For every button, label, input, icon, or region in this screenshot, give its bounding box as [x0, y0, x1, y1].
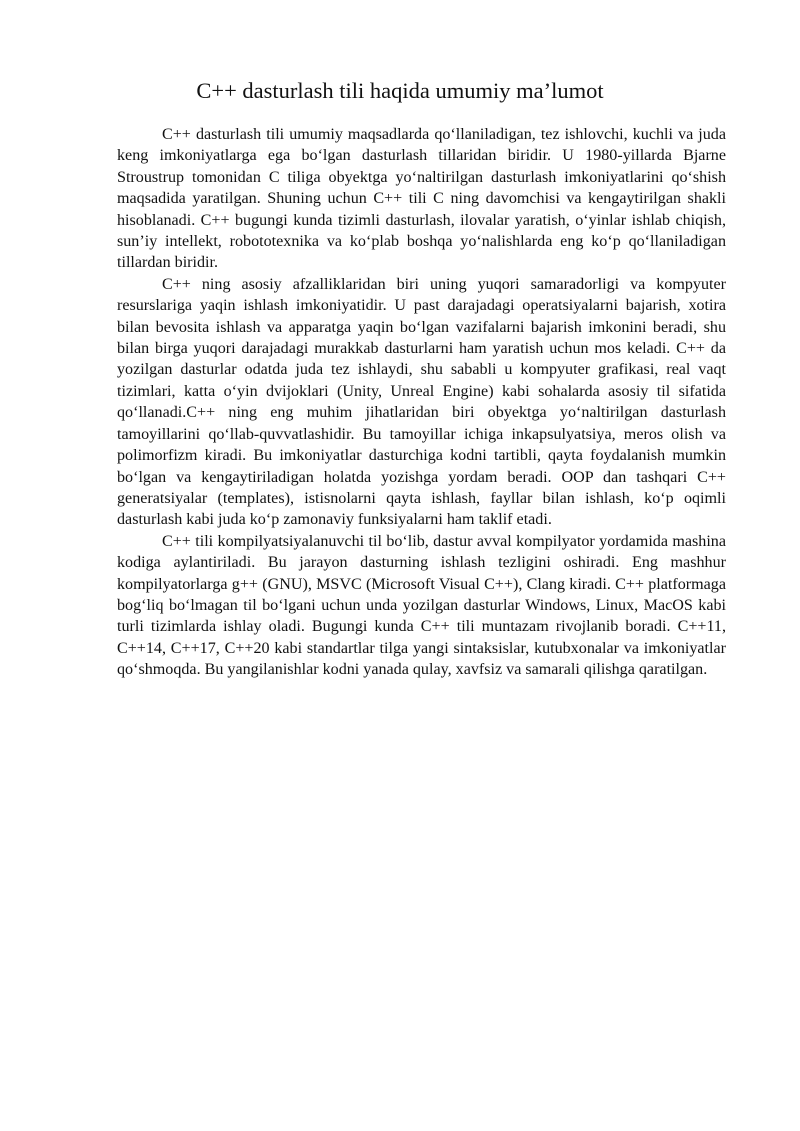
- paragraph-3: C++ tili kompilyatsiyalanuvchi til bo‘lib, dastur avval kompilyator yordamida mashina kodiga aylantiriladi. Bu jarayon dasturning ishlash tezligini oshiradi. Eng mashhur kompilyatorlarga g++ (GNU), MSVC (Microsoft Visual C++), Clang kiradi. C++ platformaga bog‘liq bo‘lmagan til bo‘lgani uchun unda yozilgan dasturlar Windows, Linux, MacOS kabi turli tizimlarda ishlay oladi. Bugungi kunda C++ tili muntazam rivojlanib boradi. C++11, C++14, C++17, C++20 kabi standartlar tilga yangi sintaksislar, kutubxonalar va imkoniyatlar qo‘shmoqda. Bu yangilanishlar kodni yanada qulay, xavfsiz va samarali qilishga qaratilgan.: [117, 532, 726, 679]
- paragraph-2: C++ ning asosiy afzalliklaridan biri uning yuqori samaradorligi va kompyuter resurslariga yaqin ishlash imkoniyatidir. U past darajadagi operatsiyalarni bajarish, xotira bilan bevosita ishlash va apparatga yaqin bo‘lgan vazifalarni bajarish imkonini beradi, shu bilan birga yuqori darajadagi murakkab dasturlarni ham yaratish uchun mos keladi. C++ da yozilgan dasturlar odatda juda tez ishlaydi, shu sababli u kompyuter grafikasi, real vaqt tizimlari, katta o‘yin dvijoklari (Unity, Unreal Engine) kabi sohalarda asosiy til sifatida qo‘llanadi.C++ ning eng muhim jihatlaridan biri obyektga yo‘naltirilgan dasturlash tamoyillarini qo‘llab-quvvatlashidir. Bu tamoyillar ichiga inkapsulyatsiya, meros olish va polimorfizm kiradi. Bu imkoniyatlar dasturchiga kodni tartibli, qayta foydalanish mumkin bo‘lgan va kengaytiriladigan holatda yozishga yordam beradi. OOP dan tashqari C++ generatsiyalar (templates), istisnolarni qayta ishlash, fayllar bilan ishlash, ko‘p oqimli dasturlash kabi juda ko‘p zamonaviy funksiyalarni ham taklif etadi.: [117, 275, 726, 529]
- document-title: C++ dasturlash tili haqida umumiy ma’lumot: [196, 78, 604, 103]
- paragraph-1: C++ dasturlash tili umumiy maqsadlarda qo‘llaniladigan, tez ishlovchi, kuchli va juda keng imkoniyatlarga ega bo‘lgan dasturlash tillaridan biridir. U 1980-yillarda Bjarne Stroustrup tomonidan C tiliga obyektga yo‘naltirilgan dasturlash imkoniyatlarini qo‘shish maqsadida yaratilgan. Shuning uchun C++ tili C ning davomchisi va kengaytirilgan shakli hisoblanadi. C++ bugungi kunda tizimli dasturlash, ilovalar yaratish, o‘yinlar ishlab chiqish, sun’iy intellekt, robototexnika va ko‘plab boshqa yo‘nalishlarda eng ko‘p qo‘llaniladigan tillardan biridir.: [117, 126, 726, 272]
- document-body: [117, 124, 726, 681]
